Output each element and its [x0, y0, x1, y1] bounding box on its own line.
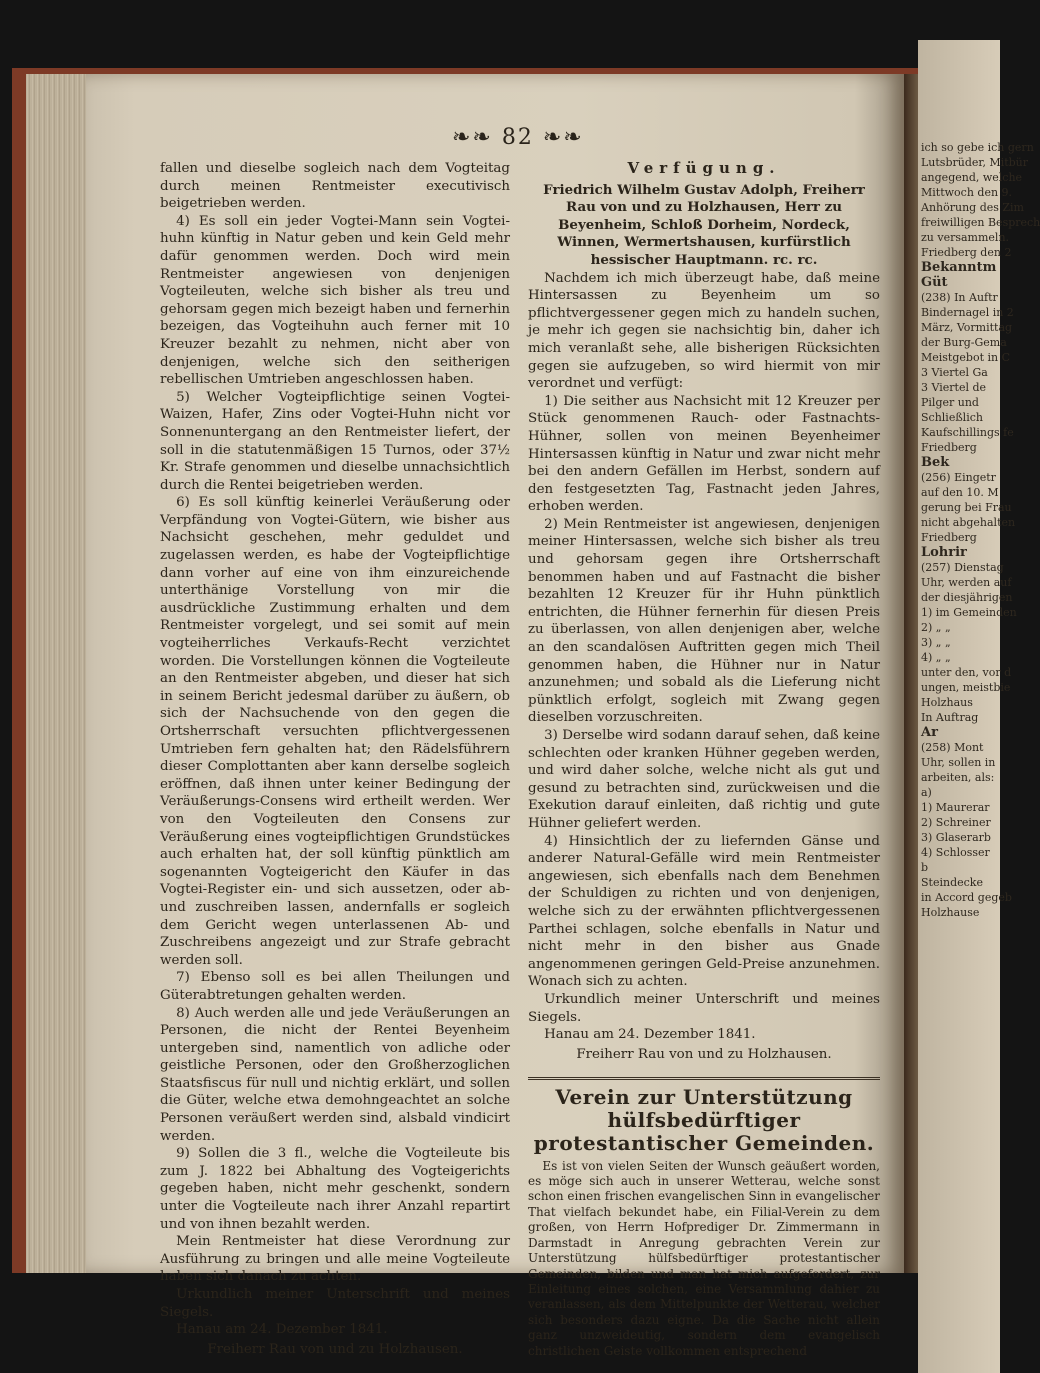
signature: Freiherr Rau von und zu Holzhausen.	[207, 1341, 463, 1357]
next-page-line: Meistgebot in C	[921, 351, 1011, 364]
next-page-line: Holzhaus	[921, 696, 973, 709]
next-page-line: Pilger und	[921, 396, 979, 409]
next-page-line: Ar	[921, 725, 938, 740]
paragraph: Nachdem ich mich überzeugt habe, daß meine Hintersassen zu Beyenheim um so pflichtvergessener gegen mich zu handeln suchen, je mehr ich gegen sie nachsichtig bin, daher ich mich veranlaßt sehe, alle bisherigen Rücksichten gegen sie aufzugeben, so wird hiermit von mir verordnet und verfügt:	[528, 270, 880, 392]
paragraph: fallen und dieselbe sogleich nach dem Vogteitag durch meinen Rentmeister executivisch beigetrieben werden.	[160, 161, 510, 212]
next-page-line: Schließlich	[921, 411, 983, 424]
page-number	[452, 125, 584, 150]
paragraph: 1) Die seither aus Nachsicht mit 12 Kreuzer per Stück genommenen Rauch- oder Fastnachts-Hühner, sollen von meinen Beyenheimer Hintersassen künftig in Natur und zwar nicht mehr bei den andern Gefällen im Herbst, sondern auf den festgesetzten Tag, Fastnacht jeden Jahres, erhoben werden.	[528, 393, 880, 515]
next-page-line: Kaufschillings fe	[921, 426, 1014, 439]
book-gutter	[904, 74, 918, 1273]
next-page-line: (258) Mont	[921, 741, 984, 754]
next-page-line: 1) Maurerar	[921, 801, 990, 814]
left-column	[160, 160, 510, 1372]
next-page-line: 2) „ „	[921, 621, 951, 634]
paragraph: 5) Welcher Vogteipflichtige seinen Vogtei-Waizen, Hafer, Zins oder Vogtei-Huhn nicht vor Sonnenuntergang an den Rentmeister liefert, der soll in die statutenmäßigen 15 Turnos, oder 37½ Kr. Strafe genommen und dieselbe unnachsichtlich durch die Rentei beigetrieben werden.	[160, 389, 510, 493]
paragraph: 7) Ebenso soll es bei allen Theilungen und Güterabtretungen gehalten werden.	[160, 970, 510, 1003]
place-date: Hanau am 24. Dezember 1841.	[176, 1322, 388, 1338]
next-page-line: Holzhause	[921, 906, 980, 919]
next-page-line: Steindecke	[921, 876, 983, 889]
next-page-line: auf den 10. M	[921, 486, 999, 499]
next-page-line: Güt	[921, 275, 948, 290]
next-page-line: Bindernagel in 2	[921, 306, 1014, 319]
next-page-line: a)	[921, 786, 932, 799]
section-divider	[528, 1077, 880, 1080]
article-title: Verein zur Unterstützung hülfsbedürftiger protestantischer Gemeinden.	[533, 1084, 875, 1155]
next-page-line: 3) „ „	[921, 636, 951, 649]
next-page-line: Lohrir	[921, 545, 967, 560]
decree-title: Friedrich Wilhelm Gustav Adolph, Freiherr Rau von und zu Holzhausen, Herr zu Beyenheim, Schloß Dorheim, Nordeck, Winnen, Wermertshausen, kurfürstlich hessischer Hauptmann. rc. rc.	[543, 181, 865, 268]
next-page-line: ungen, meistbie	[921, 681, 1011, 694]
paragraph: 3) Derselbe wird sodann darauf sehen, daß keine schlechten oder kranken Hühner gegeben werden, und wird daher solche, welche nicht als gut und gesund zu betrachten sind, zurückweisen und die Exekution darauf einleiten, daß richtig und gute Hühner geliefert werden.	[528, 728, 880, 831]
paragraph: 2) Mein Rentmeister ist angewiesen, denjenigen meiner Hintersassen, welche sich bisher als treu und gehorsam gegen ihre Ortsherrschaft benommen haben und auf Fastnacht die bisher bezahlten 12 Kreuzer für ihr Huhn pünktlich entrichten, die Hühner fernerhin für diesen Preis zu überlassen, von allen denjenigen aber, welche an den scandalösen Auftritten gegen mich Theil genommen haben, die Hühner nur in Natur anzunehmen; und sobald als die Lieferung nicht pünktlich erfolgt, sogleich mit Zwang gegen dieselben vorzuschreiten.	[528, 516, 880, 726]
next-page-line: 3) Glaserarb	[921, 831, 991, 844]
paragraph: 8) Auch werden alle und jede Veräußerungen an Personen, die nicht der Rentei Beyenheim untergeben sind, namentlich von adliche oder geistliche Personen, oder den Großherzoglichen Staatsfiscus für null und nichtig erklärt, und sollen die Güter, welche etwa demohngeachtet an solche Personen veräußert werden sind, alsbald vindicirt werden.	[160, 1005, 510, 1144]
next-page-line: 2) Schreiner	[921, 816, 991, 829]
next-page-line: der Burg-Gema	[921, 336, 1007, 349]
section-heading: Verfügung.	[627, 159, 781, 177]
page-stack-edge	[26, 74, 86, 1273]
next-page-line: der diesjährigen	[921, 591, 1013, 604]
next-page-line: 1) im Gemeinden	[921, 606, 1017, 619]
next-page-line: ich so gebe ich gern	[921, 141, 1034, 154]
next-page-line: gerung bei Frau	[921, 501, 1012, 514]
page-number-value: 82	[501, 125, 534, 150]
right-column	[528, 160, 880, 1359]
next-page-line: 4) Schlosser	[921, 846, 990, 859]
next-page-line: in Accord gegeb	[921, 891, 1012, 904]
closing-line: Urkundlich meiner Unterschrift und meines Siegels.	[528, 991, 880, 1025]
next-page-line: (256) Eingetr	[921, 471, 996, 484]
signature: Freiherr Rau von und zu Holzhausen.	[576, 1046, 832, 1062]
next-page-line: Bekanntm	[921, 260, 997, 275]
next-page-line: b	[921, 861, 929, 874]
next-page-line: arbeiten, als:	[921, 771, 995, 784]
next-page-line: Friedberg den 2	[921, 246, 1012, 259]
next-page-line: zu versammeln.	[921, 231, 1010, 244]
next-page-line: 3 Viertel Ga	[921, 366, 988, 379]
next-page-line: Uhr, werden auf	[921, 576, 1012, 589]
closing-line: Urkundlich meiner Unterschrift und meines Siegels.	[160, 1287, 510, 1320]
paragraph: 9) Sollen die 3 fl., welche die Vogteileute bis zum J. 1822 bei Abhaltung des Vogteigerichts gegeben haben, nicht mehr geschenkt, sondern unter die Vogteileute nach ihrer Anzahl repartirt und von ihnen bezahlt werden.	[160, 1146, 510, 1232]
next-page-line: nicht abgehalten	[921, 516, 1016, 529]
next-page-line: Friedberg	[921, 441, 977, 454]
next-page-line: freiwilligen Besprech	[921, 216, 1040, 229]
next-page-line: (238) In Auftr	[921, 291, 998, 304]
next-page-line: Mittwoch den 9.	[921, 186, 1013, 199]
next-page-line: angegend, welche	[921, 171, 1023, 184]
next-page-line: Anhörung des Zim	[921, 201, 1024, 214]
next-page-line: (257) Dienstag	[921, 561, 1004, 574]
next-page-line: Friedberg	[921, 531, 977, 544]
paragraph: Mein Rentmeister hat diese Verordnung zur Ausführung zu bringen und alle meine Vogteileute haben sich danach zu achten.	[160, 1234, 510, 1285]
next-page-line: Lutsbrüder, Mitbür	[921, 156, 1029, 169]
next-page-line: In Auftrag	[921, 711, 979, 724]
next-page-line: unter den, vor d	[921, 666, 1012, 679]
next-page-line: März, Vormittag	[921, 321, 1013, 334]
paragraph: 4) Es soll ein jeder Vogtei-Mann sein Vogtei-huhn künftig in Natur geben und kein Geld mehr dafür genommen werden. Doch wird mein Rentmeister angewiesen von denjenigen Vogteileuten, welche sich bisher als treu und gehorsam gegen mich bezeigt haben und fernerhin bezeigen, das Vogteihuhn auch ferner mit 10 Kreuzer bezahlt zu nehmen, nicht aber von denjenigen, welche sich den seitherigen rebellischen Umtrieben angeschlossen haben.	[160, 213, 510, 388]
next-page-line: 4) „ „	[921, 651, 951, 664]
ornament-left: ❧❧	[452, 125, 493, 150]
article-text: Es ist von vielen Seiten der Wunsch geäußert worden, es möge sich auch in unserer Wetterau, welche sonst schon einen frischen evangelischen Sinn in evangelischer That vielfach bekundet habe, ein Filial-Verein zu dem großen, von Herrn Hofprediger Dr. Zimmermann in Darmstadt in Anregung gebrachten Verein zur Unterstützung hülfsbedürftiger protestantischer Gemeinden, bilden und man hat mich aufgefordert, zur Einleitung eines solchen, eine Versammlung dahier zu veranlassen, als dem Mittelpunkte der Wetterau, welcher sich besonders dazu eigne. Da die Sache nicht allein ganz unzweideutig, sondern dem evangelisch christlichen Geiste vollkommen entsprechend	[528, 1158, 880, 1358]
place-date: Hanau am 24. Dezember 1841.	[544, 1027, 756, 1043]
next-page-fragment	[918, 40, 1040, 1373]
next-page-line: Uhr, sollen in	[921, 756, 996, 769]
paragraph: 6) Es soll künftig keinerlei Veräußerung oder Verpfändung von Vogtei-Gütern, wie bisher aus Nachsicht geschehen, mehr geduldet und zugelassen werden, es habe der Vogteipflichtige dann vorher auf eine von ihm einzureichende unterthänige Vorstellung von mir die ausdrückliche Zustimmung erhalten und dem Rentmeister vorgelegt, und sei somit auf mein vogteiherrliches Verkaufs-Recht verzichtet worden. Die Vorstellungen können die Vogteileute an den Rentmeister abgeben, und dieser hat sich in seinem Bericht jedesmal darüber zu äußern, ob sich der Nachsuchende von den gegen die Ortsherrschaft versuchten pflichtvergessenen Umtrieben fern gehalten hat; den Rädelsführern dieser Complottanten aber kann derselbe sogleich eröffnen, daß ihnen unter keiner Bedingung der Veräußerungs-Consens wird ertheilt werden. Wer von den Vogteileuten den Consens zur Veräußerung eines vogteipflichtigen Grundstückes auch erhalten hat, der soll künftig pünktlich am sogenannten Vogteigericht den Käufer in das Vogtei-Register ein- und sich aussetzen, oder ab- und zuschreiben lassen, andernfalls er sogleich dem Gericht wegen unterlassenen Ab- und Zuschreibens angezeigt und zur Strafe gebracht werden soll.	[160, 495, 510, 968]
next-page-line: Bek	[921, 455, 950, 470]
next-page-line: 3 Viertel de	[921, 381, 987, 394]
ornament-right: ❧❧	[542, 125, 584, 150]
paragraph: 4) Hinsichtlich der zu liefernden Gänse und anderer Natural-Gefälle wird mein Rentmeister angewiesen, sich ebenfalls nach dem Benehmen der Schuldigen zu richten und von denjenigen, welche sich zu der erwähnten pflichtvergessenen Parthei schlagen, solche ebenfalls in Natur und nicht mehr in den bisher aus Gnade angenommenen geringen Geld-Preise anzunehmen. Wonach sich zu achten.	[528, 833, 880, 990]
